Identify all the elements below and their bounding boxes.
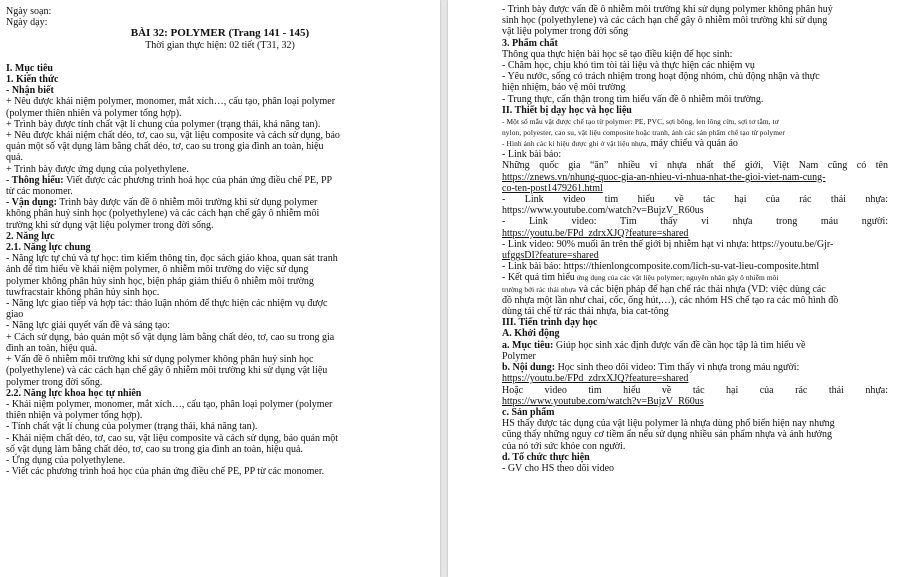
text-line: tuwfracstair không phân hủy sinh học.	[6, 286, 160, 298]
text-line: của nó tới sức khỏe con người.	[502, 440, 626, 452]
heading-competency: 2. Năng lực	[6, 230, 55, 242]
text-line: giao	[6, 309, 24, 321]
text-line: HS thấy được tác dụng của vật liệu polymer là nhựa dùng phổ biến hiện nay nhưng	[502, 418, 835, 430]
text-line: (polyethylene) và các cách hạn chế gây ô nhiễm môi trường khi sử dụng vật liệu	[6, 365, 328, 377]
heading-knowledge: 1. Kiến thức	[6, 74, 59, 86]
text-line: + Vấn đề ô nhiễm môi trường khi sử dụng polymer không phân huỷ sinh học	[6, 354, 314, 366]
article-link-1-cont[interactable]: co-ten-post1479261.html	[502, 182, 603, 194]
text-line: không phân huỷ sinh học (polyethylene) và các cách hạn chế gây ô nhiễm môi	[6, 208, 320, 220]
text-line: Hoặc video tìm hiểu về tác hại của rác thải nhựa:	[502, 384, 888, 396]
text-line: + Trình bày được ứng dụng của polyethylene.	[6, 163, 189, 175]
heading-science-competency: 2.2. Năng lực khoa học tự nhiên	[6, 387, 142, 399]
text-line: vật liệu polymer trong đời sống	[502, 26, 629, 38]
article-link-1[interactable]: https://znews.vn/nhung-quoc-gia-an-nhieu-vi-nhua-nhat-the-gioi-viet-nam-cung-	[502, 171, 826, 183]
text-line: + Nêu được khái niệm polymer, monomer, mắt xích…, cấu tạo, phân loại polymer	[6, 96, 336, 108]
text-line	[502, 284, 888, 295]
text-span: Học sinh theo dõi video: Tìm thấy vi nhựa trong máu người:	[555, 362, 800, 374]
text-line: - Link video: Tìm thấy vi nhựa trong máu người:	[502, 216, 888, 228]
text-line: - Năng lực giao tiếp và hợp tác: thảo luận nhóm để thực hiện các nhiệm vụ được	[6, 298, 328, 310]
label-goal: a. Mục tiêu:	[502, 339, 554, 351]
text-line: đồ nhựa một lần như chai, cốc, ống hút,…), các nhóm HS chế tạo ra các mô hình đồ	[502, 294, 839, 306]
text-line: + Nêu được khái niệm chất dẻo, tơ, cao su, vật liệu composite và cách sử dụng, bảo	[6, 130, 340, 142]
text-span: Viết được các phương trình hoá học của phản ứng điều chế PE, PP	[63, 174, 333, 186]
text-line: trường khi sử dụng vật liệu polymer trong đời sống.	[6, 219, 214, 231]
text-span-small: ứng dụng của các vật liệu polymer; nguyên nhân gây ô nhiễm môi	[574, 273, 779, 283]
text-span: - Kết quả tìm hiểu	[502, 272, 575, 284]
label-content: b. Nội dung:	[502, 362, 556, 374]
heading-process: III. Tiến trình dạy học	[502, 317, 598, 329]
text-line	[502, 138, 888, 149]
text-line: polymer trong đời sống.	[6, 376, 103, 388]
video-link-5[interactable]: https://www.youtube.com/watch?v=BujzV_R60us	[502, 395, 704, 407]
text-line: - Năng lực tự chủ và tự học: tìm kiếm thông tin, đọc sách giáo khoa, quan sát tranh	[6, 253, 338, 265]
text-line: + Trình bày được tính chất vật lí chung của polymer (trạng thái, khả năng tan).	[6, 118, 321, 130]
lesson-title: BÀI 32: POLYMER (Trang 141 - 145)	[130, 27, 310, 40]
heading-equipment: II. Thiết bị dạy học và học liệu	[502, 104, 632, 116]
text-line: dùng tái chế từ rác thải nhựa, bìa cat-tông	[502, 306, 669, 318]
text-line-small: - Một số mẫu vật được chế tạo từ polymer: PE, PVC, sợi bông, len lông cừu, sợi tơ tằm, tơ	[502, 117, 779, 127]
article-link-2[interactable]: - Link bài báo: https://thienlongcomposite.com/lich-su-vat-lieu-composite.html	[502, 261, 820, 273]
text-span: Trình bày được vấn đề ô nhiễm môi trường khi sử dụng polymer	[56, 197, 318, 209]
heading-general-competency: 2.1. Năng lực chung	[6, 242, 91, 254]
video-link-2[interactable]: https://youtu.be/FPd_zdrxXJQ?feature=shared	[502, 227, 689, 239]
text-line	[502, 340, 888, 351]
text-line: số vật dụng làm bằng chất dẻo, tơ, cao su trong gia đình an toàn, hiệu quả.	[6, 443, 303, 455]
text-line: - Viết các phương trình hoá học của phản ứng điều chế PE, PP từ các monomer.	[6, 466, 325, 478]
text-line: - Ứng dụng của polyethylene.	[6, 454, 126, 466]
text-line: - Khái niệm polymer, monomer, mắt xích…, cấu tạo, phân loại polymer (polymer	[6, 398, 333, 410]
text-span: và các biện pháp để hạn chế rác thải nhựa (VD: việc dùng các	[576, 283, 826, 295]
document-page-left	[0, 0, 440, 577]
text-span-small: - Hình ảnh các kí hiệu được ghi ở vật liệu nhựa,	[502, 139, 649, 149]
text-line: - GV cho HS theo dõi video	[502, 462, 615, 474]
text-line-small: nylon, polyester, cao su, vật liệu composite hoặc tranh, ảnh các sản phẩm chế tạo từ polymer	[502, 128, 785, 138]
text-line	[6, 175, 434, 186]
text-span: Giúp học sinh xác định được vấn đề cần học tập là tìm hiểu về	[553, 339, 806, 351]
document-page-right	[448, 0, 898, 577]
text-line: thiên nhiện và polymer tổng hợp).	[6, 410, 143, 422]
text-line: quả.	[6, 152, 23, 164]
text-line: - Khái niệm chất dẻo, tơ, cao su, vật liệu composite và cách sử dụng, bảo quản một	[6, 432, 339, 444]
text-line: - Link bài báo:	[502, 149, 562, 161]
text-line: quản một số vật dụng làm bằng chất dẻo, tơ, cao su trong gia đình an toàn, hiệu	[6, 141, 324, 153]
text-line: ảnh để tìm hiểu về khái niệm polymer, ô nhiễm môi trường do việc sử dụng	[6, 264, 309, 276]
text-line: - Chăm học, chịu khó tìm tòi tài liệu và thực hiện các nhiệm vụ	[502, 60, 755, 72]
heading-organize: d. Tổ chức thực hiện	[502, 451, 590, 463]
text-line: - Tính chất vật lí chung của polymer (trạng thái, khả năng tan).	[6, 421, 258, 433]
text-line: - Yêu nước, sống có trách nhiệm trong hoạt động nhóm, chủ động nhận và thực	[502, 71, 820, 83]
video-link-4[interactable]: https://youtu.be/FPd_zdrxXJQ?feature=shared	[502, 373, 689, 385]
text-line: Những quốc gia “ăn” nhiều vi nhựa nhất thế giới, Việt Nam cũng có tên	[502, 160, 888, 172]
text-line: - Link video tìm hiểu về tác hại của rác thải nhựa:	[502, 194, 888, 206]
text-line: + Cách sử dụng, bảo quản một số vật dụng làm bằng chất dẻo, tơ, cao su trong gia	[6, 331, 335, 343]
text-line: - Trung thực, cẩn thận trong tìm hiểu vấn đề ô nhiễm môi trường.	[502, 93, 764, 105]
text-line	[6, 197, 434, 208]
video-link-3-cont[interactable]: ufggsDI?feature=shared	[502, 250, 599, 262]
text-line: hiện nhiệm, bảo vệ môi trường	[502, 82, 626, 94]
video-link-3[interactable]: - Link video: 90% muối ăn trên thế giới bị nhiễm hạt vi nhựa: https://youtu.be/Gjr-	[502, 238, 834, 250]
heading-qualities: 3. Phẩm chất	[502, 37, 558, 49]
text-line: cũng thấy những nguy cơ tiềm ẩn nếu sử dụng nhiều sản phẩm nhựa và ảnh hưởng	[502, 429, 832, 441]
text-line: (polymer thiên nhiên và polymer tổng hợp).	[6, 107, 182, 119]
date-prepared: Ngày soạn:	[6, 6, 52, 17]
text-line: từ các monomer.	[6, 186, 73, 198]
text-line: sinh học (polyethylene) và các cách hạn chế gây ô nhiễm môi trường khi sử dụng	[502, 15, 828, 27]
heading-warmup: A. Khởi động	[502, 328, 560, 340]
page-left-content	[6, 6, 434, 477]
page-right-content	[502, 4, 888, 474]
heading-objectives: I. Mục tiêu	[6, 62, 53, 74]
text-line	[502, 272, 888, 283]
heading-product: c. Sản phẩm	[502, 406, 555, 418]
label-understand: - Thông hiểu:	[6, 174, 64, 186]
heading-recognize: - Nhận biết	[6, 85, 54, 97]
text-line: - Năng lực giải quyết vấn đề và sáng tạo:	[6, 320, 170, 332]
lesson-time: Thời gian thực hiện: 02 tiết (T31, 32)	[145, 39, 295, 51]
text-line: polymer không phân hủy sinh học, biện pháp giảm thiểu ô nhiễm môi trường	[6, 275, 314, 287]
text-line	[502, 362, 888, 373]
text-line: đình an toàn, hiệu quả.	[6, 342, 98, 354]
video-link-1[interactable]: https://www.youtube.com/watch?v=BujzV_R60us	[502, 205, 704, 217]
label-apply: - Vận dụng:	[6, 197, 57, 209]
text-line: Thông qua thực hiện bài học sẽ tạo điều kiện để học sinh:	[502, 48, 733, 60]
text-span-small: trường bởi rác thải nhựa	[502, 284, 577, 294]
text-line: - Trình bày được vấn đề ô nhiễm môi trường khi sử dụng polymer không phân huỷ	[502, 4, 833, 15]
date-taught: Ngày dạy:	[6, 17, 48, 29]
text-span: máy chiếu và quán áo	[648, 138, 738, 150]
text-line: Polymer	[502, 350, 536, 362]
